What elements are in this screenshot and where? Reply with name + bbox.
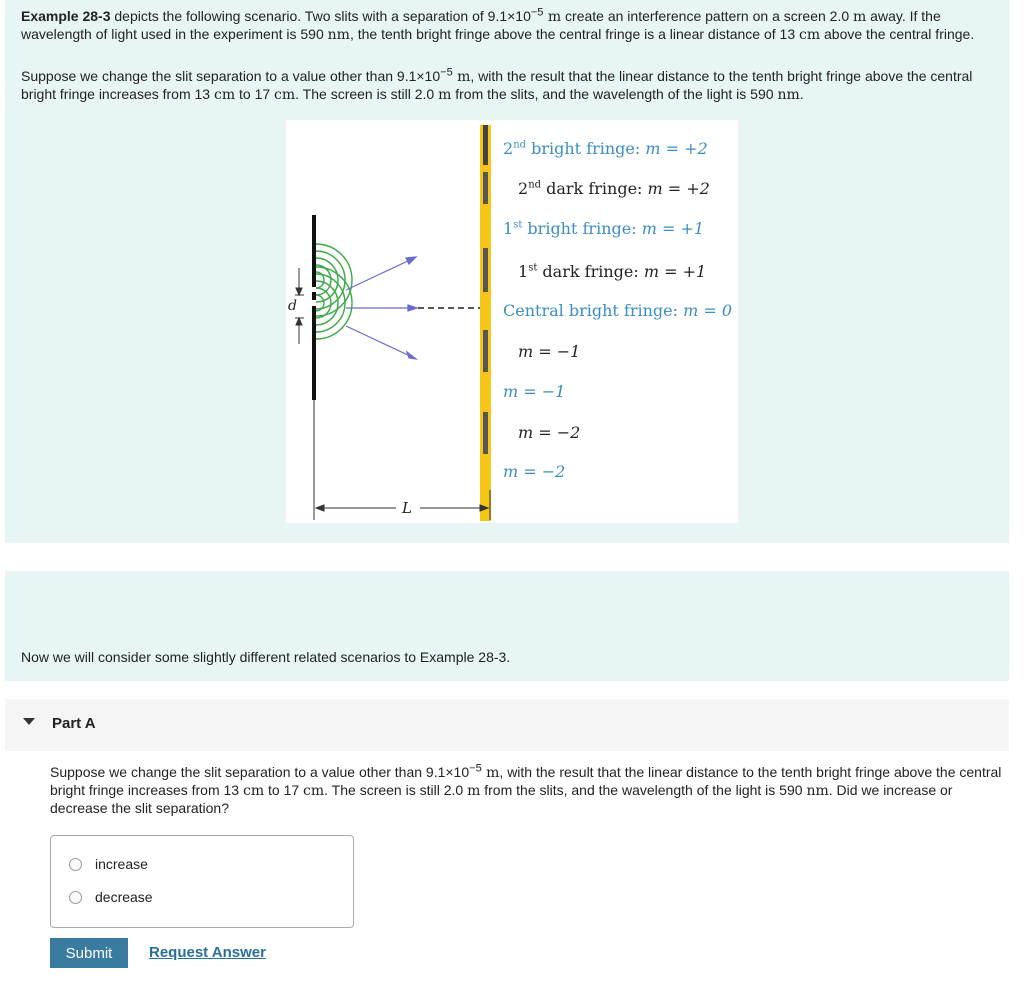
barrier-bottom xyxy=(312,306,316,400)
radio-button[interactable] xyxy=(69,891,82,904)
request-answer-link[interactable]: Request Answer xyxy=(149,944,266,961)
barrier-middle xyxy=(312,292,316,300)
wave-fronts xyxy=(316,244,352,339)
fringe-label-2nd-bright: 2nd bright fringe: m = +2 xyxy=(503,139,708,158)
answer-choices xyxy=(50,835,354,928)
fringe-label-dark-m-1: m = −1 xyxy=(518,342,581,361)
choice-label: increase xyxy=(95,856,148,872)
dark-band xyxy=(483,330,488,372)
fringe-label-bright-m-1: m = −1 xyxy=(503,382,566,401)
part-title: Part A xyxy=(52,715,96,732)
example-title: Example 28-3 xyxy=(21,8,111,24)
choice-decrease[interactable] xyxy=(69,889,153,905)
choice-increase[interactable] xyxy=(69,856,148,872)
fringe-label-dark-m-2: m = −2 xyxy=(518,423,581,442)
l-label: L xyxy=(402,499,412,517)
part-a-header[interactable] xyxy=(5,699,1009,751)
intro-paragraph-1: Example 28-3 depicts the following scenario. Two slits with a separation of $9.1\times 10^{-5}$ m create an interference pattern on a screen 2.0 m away. If the wavelength of light used in the experiment is 590 nm, the tenth bright fringe above the central fringe is a linear distance of 13 cm above the central fringe. xyxy=(21,6,975,43)
dark-band xyxy=(483,248,488,292)
d-label: d xyxy=(288,298,297,314)
collapse-caret-icon[interactable] xyxy=(23,718,35,725)
ray-arrows xyxy=(346,257,417,359)
double-slit-figure xyxy=(286,120,738,523)
barrier-top xyxy=(312,215,316,287)
fringe-label-bright-m-2: m = −2 xyxy=(503,462,566,481)
submit-button[interactable]: Submit xyxy=(50,938,128,968)
choice-label: decrease xyxy=(95,889,153,905)
related-scenarios-text: Now we will consider some slightly different related scenarios to Example 28-3. xyxy=(21,649,511,665)
dark-band xyxy=(483,172,488,204)
fringe-label-2nd-dark: 2nd dark fringe: m = +2 xyxy=(518,179,710,198)
fringe-label-1st-bright: 1st bright fringe: m = +1 xyxy=(503,219,705,238)
radio-button[interactable] xyxy=(69,858,82,871)
intro-paragraph-2: Suppose we change the slit separation to a value other than $9.1\times 10^{-5}$ m, with the result that the linear distance to the tenth bright fringe above the central bright fringe increases from 13 cm to 17 cm. The screen is still 2.0 m from the slits, and the wavelength of the light is 590 nm. xyxy=(21,66,973,103)
example-intro-panel xyxy=(5,0,1009,543)
dark-band xyxy=(483,125,488,165)
dark-band xyxy=(483,412,488,454)
fringe-label-central: Central bright fringe: m = 0 xyxy=(503,301,733,320)
question-text: Suppose we change the slit separation to a value other than $9.1\times 10^{-5}$ m, with the result that the linear distance to the tenth bright fringe above the central bright fringe increases from 13 cm to 17 cm. The screen is still 2.0 m from the slits, and the wavelength of the light is 590 nm. Did we increase or decrease the slit separation? xyxy=(50,762,1002,816)
related-scenarios-panel xyxy=(5,571,1009,681)
fringe-label-1st-dark: 1st dark fringe: m = +1 xyxy=(518,262,707,281)
